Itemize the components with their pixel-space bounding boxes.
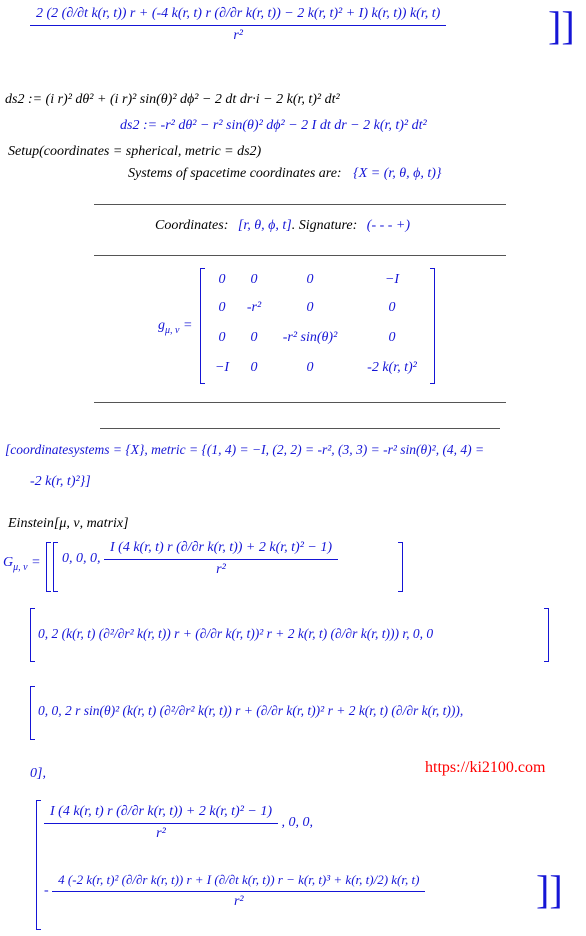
matrix-cell: -r² — [246, 300, 262, 315]
G-row4-bracket — [36, 800, 41, 930]
G-row2-bracket — [30, 608, 35, 662]
G-row-1: 0, 0, 0, $\frac{\text{I (4 k(r, t) r (∂/∂r k(r, t)) + 2 k(r, t)² − 1)}}{\text{r²}}$ — [62, 540, 338, 578]
G-label: $G_{\mu, \nu}$ = — [3, 555, 41, 573]
G-row1-close-bracket — [398, 542, 403, 592]
systems-line — [128, 166, 442, 182]
signature-value: (- - - +) — [366, 218, 411, 233]
G-row1-fraction — [104, 540, 338, 578]
matrix-cell: 0 — [388, 330, 396, 345]
result-line-2: -2 k(r, t)²}] — [30, 474, 91, 489]
divider-2 — [94, 255, 506, 256]
ds2-output-line: ds2 := -r² dθ² − r² sin(θ)² dϕ² − 2 I dt dr − 2 k(r, t)² dt² — [120, 118, 427, 133]
top-fraction-numerator: 2 (2 (∂/∂t k(r, t)) r + (-4 k(r, t) r (∂/∂r k(r, t)) − 2 k(r, t)² + I) k(r, t)) k(r, t) — [30, 6, 446, 26]
G-outer-bracket — [46, 542, 51, 592]
G-row4b-numerator: 4 (-2 k(r, t)² (∂/∂r k(r, t)) r + I (∂/∂t k(r, t)) r − k(r, t)³ + k(r, t)/2) k(r, t) — [52, 872, 425, 892]
divider-3 — [94, 402, 506, 403]
G-row3-end-value: 0 — [30, 766, 37, 781]
coordinates-line — [155, 218, 410, 234]
top-closing-brackets: ]] — [548, 3, 575, 48]
top-fraction-denominator: r² — [233, 28, 243, 43]
matrix-cell: -r² sin(θ)² — [282, 330, 338, 345]
G-row2-close-bracket — [544, 608, 549, 662]
matrix-cell: 0 — [388, 300, 396, 315]
G-row4b-denominator: r² — [233, 894, 244, 909]
G-closing-brackets: ]] — [536, 867, 563, 912]
matrix-cell: 0 — [306, 360, 314, 375]
matrix-cell: 0 — [218, 272, 226, 287]
systems-text: Systems of spacetime coordinates are: — [128, 166, 342, 181]
G-row1-denominator: r² — [216, 562, 226, 577]
result-line-1: [coordinatesystems = {X}, metric = {(1, 4) = −I, (2, 2) = -r², (3, 3) = -r² sin(θ)², (4, 4) = — [5, 442, 485, 457]
G-row-2: 0, 2 (k(r, t) (∂²/∂r² k(r, t)) r + (∂/∂r k(r, t))² r + 2 k(r, t) (∂/∂r k(r, t))) r, 0, 0 — [38, 626, 434, 641]
G-row4-denominator: r² — [156, 826, 166, 841]
G-row4-tail: , 0, 0, — [281, 815, 313, 830]
top-fraction — [30, 6, 446, 44]
matrix-cell: 0 — [250, 360, 258, 375]
G-row1-bracket — [53, 542, 58, 592]
G-row-4 — [44, 804, 313, 842]
matrix-cell: 0 — [250, 330, 258, 345]
G-row3-bracket — [30, 686, 35, 740]
metric-label: $g_{\mu, \nu}$ = — [158, 318, 193, 336]
ds2-input-line[interactable]: ds2 := (i r)² dθ² + (i r)² sin(θ)² dϕ² − 2 dt dr·i − 2 k(r, t)² dt² — [5, 92, 340, 107]
top-expression — [30, 6, 446, 44]
G-row4b-fraction — [52, 872, 425, 910]
G-row-3-end: 0], — [30, 766, 46, 781]
matrix-cell: 0 — [218, 300, 226, 315]
systems-value: {X = (r, θ, ϕ, t)} — [353, 166, 442, 181]
watermark-link[interactable]: https://ki2100.com — [425, 759, 546, 776]
matrix-cell: 0 — [306, 300, 314, 315]
divider-1 — [94, 204, 506, 205]
G-row1-numerator: I (4 k(r, t) r (∂/∂r k(r, t)) + 2 k(r, t)² − 1) — [104, 540, 338, 560]
metric-matrix — [200, 268, 434, 382]
matrix-cell: −I — [214, 360, 230, 375]
coordinates-text: Coordinates: — [155, 218, 229, 233]
einstein-input-line[interactable]: Einstein[μ, ν, matrix] — [8, 516, 129, 531]
setup-input-line[interactable]: Setup(coordinates = spherical, metric = ds2) — [8, 144, 262, 159]
signature-text: . Signature: — [291, 218, 358, 233]
divider-4 — [100, 428, 500, 429]
coordinates-value: [r, θ, ϕ, t] — [237, 218, 292, 233]
matrix-cell: -2 k(r, t)² — [367, 360, 417, 375]
matrix-cell: 0 — [218, 330, 226, 345]
G-row-3: 0, 0, 2 r sin(θ)² (k(r, t) (∂²/∂r² k(r, t)) r + (∂/∂r k(r, t))² r + 2 k(r, t) (∂/∂r k(r, t))), — [38, 703, 464, 718]
matrix-cell: −I — [384, 272, 400, 287]
matrix-cell: 0 — [306, 272, 314, 287]
G-row4-numerator: I (4 k(r, t) r (∂/∂r k(r, t)) + 2 k(r, t)² − 1) — [44, 804, 278, 824]
G-row-4b: - 4 (-2 k(r, t)² (∂/∂r k(r, t)) r + I (∂/∂t k(r, t)) r − k(r, t)³ + k(r, t)/2) k(r, t) r² — [44, 872, 425, 910]
G-row4-fraction — [44, 804, 278, 842]
matrix-cell: 0 — [250, 272, 258, 287]
